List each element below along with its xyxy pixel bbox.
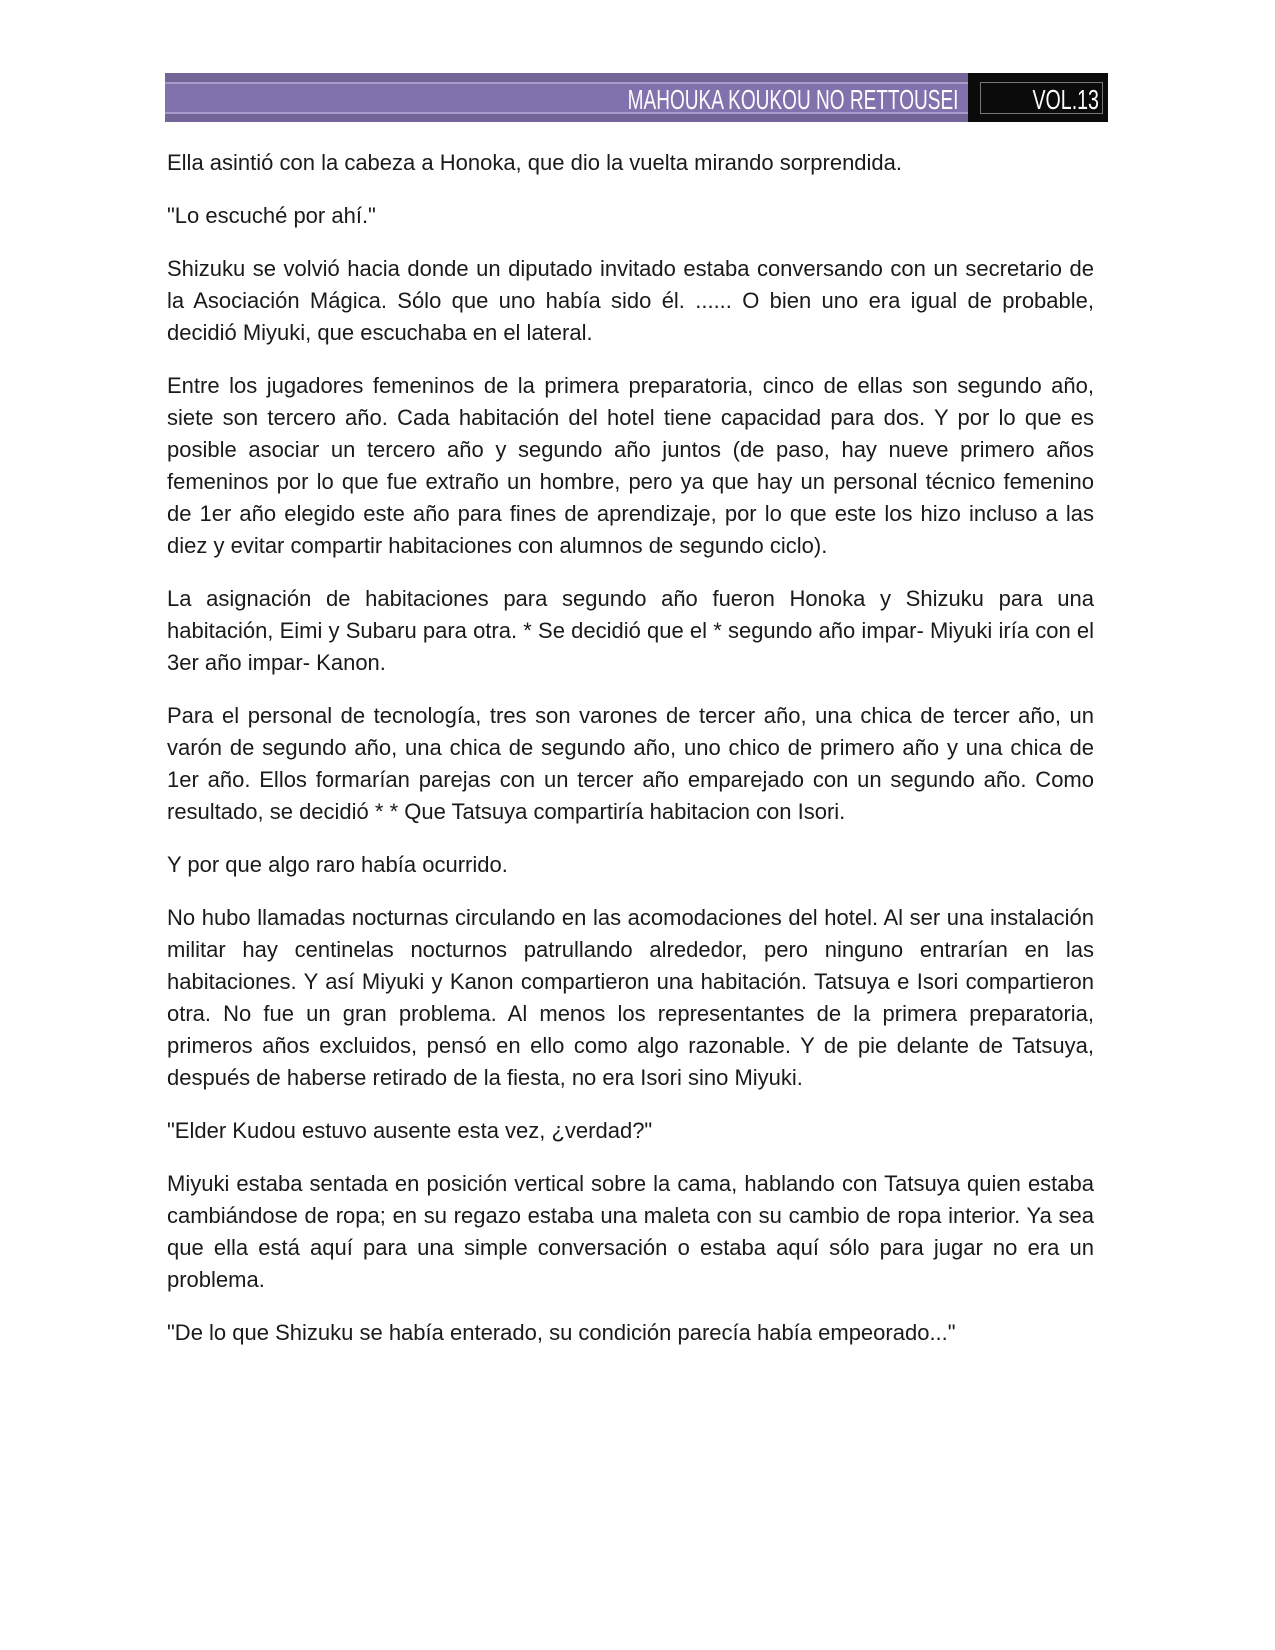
paragraph: Y por que algo raro había ocurrido.	[167, 852, 508, 877]
header-title-band	[165, 73, 968, 122]
paragraph: Miyuki estaba sentada en posición vertical sobre la cama, hablando con Tatsuya quien estaba cambiándose de ropa; en su regazo estaba una maleta con su cambio de ropa interior. Ya sea que ella está aquí para una simple conversación o estaba aquí sólo para jugar no era un problema.	[167, 1171, 1094, 1292]
paragraph: Ella asintió con la cabeza a Honoka, que dio la vuelta mirando sorprendida.	[167, 150, 903, 175]
header-title: MAHOUKA KOUKOU NO RETTOUSEI	[627, 83, 958, 115]
paragraph: No hubo llamadas nocturnas circulando en las acomodaciones del hotel. Al ser una instalación militar hay centinelas nocturnos patrullando alrededor, pero ninguno entrarían en las habitaciones. Y así Miyuki y Kanon compartieron una habitación. Tatsuya e Isori compartieron otra. No fue un gran problema. Al menos los representantes de la primera preparatoria, primeros años excluidos, pensó en ello como algo razonable. Y de pie delante de Tatsuya, después de haberse retirado de la fiesta, no era Isori sino Miyuki.	[167, 905, 1094, 1090]
page-header	[165, 73, 1108, 122]
paragraph: "Lo escuché por ahí."	[167, 203, 376, 228]
paragraph: "Elder Kudou estuvo ausente esta vez, ¿verdad?"	[167, 1118, 653, 1143]
paragraph-list	[167, 147, 1094, 1370]
paragraph: La asignación de habitaciones para segundo año fueron Honoka y Shizuku para una habitación, Eimi y Subaru para otra. * Se decidió que el * segundo año impar- Miyuki iría con el 3er año impar- Kanon.	[167, 586, 1094, 675]
paragraph: Entre los jugadores femeninos de la primera preparatoria, cinco de ellas son segundo año, siete son tercero año. Cada habitación del hotel tiene capacidad para dos. Y por lo que es posible asociar un tercero año y segundo año juntos (de paso, hay nueve primero años femeninos por lo que fue extraño un hombre, pero ya que hay un personal técnico femenino de 1er año elegido este año para fines de aprendizaje, por lo que este los hizo incluso a las diez y evitar compartir habitaciones con alumnos de segundo ciclo).	[167, 373, 1094, 558]
volume-box	[968, 73, 1108, 122]
paragraph: "De lo que Shizuku se había enterado, su condición parecía había empeorado..."	[167, 1320, 956, 1345]
paragraph: Shizuku se volvió hacia donde un diputado invitado estaba conversando con un secretario de la Asociación Mágica. Sólo que uno había sido él. ...... O bien uno era igual de probable, decidió Miyuki, que escuchaba en el lateral.	[167, 256, 1094, 345]
volume-label: VOL.13	[1032, 83, 1099, 115]
paragraph: Para el personal de tecnología, tres son varones de tercer año, una chica de tercer año, un varón de segundo año, una chica de segundo año, uno chico de primero año y una chica de 1er año. Ellos formarían parejas con un tercer año emparejado con un segundo año. Como resultado, se decidió * * Que Tatsuya compartiría habitacion con Isori.	[167, 703, 1094, 824]
